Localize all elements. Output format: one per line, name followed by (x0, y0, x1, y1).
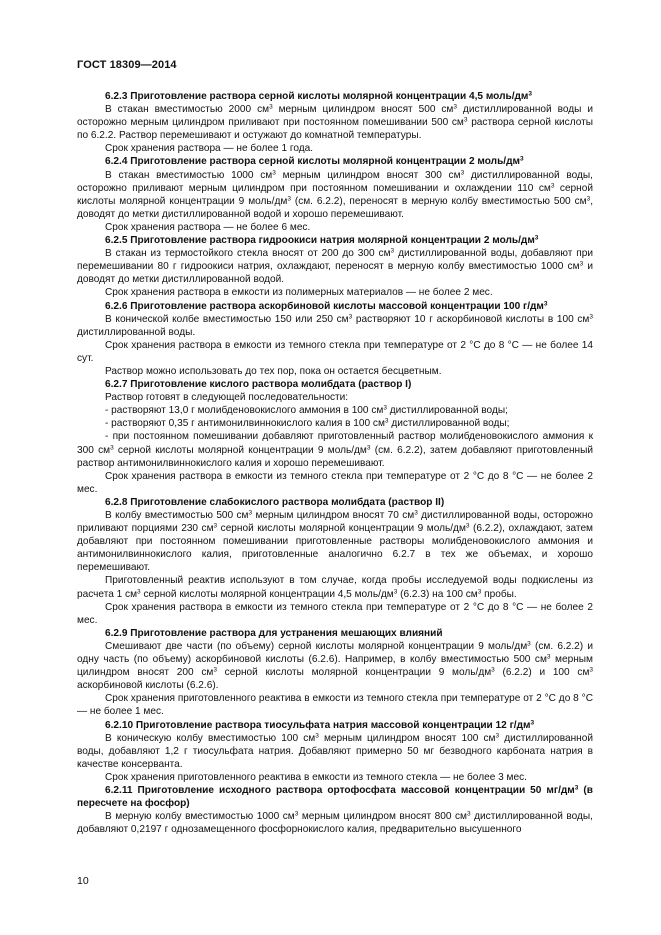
paragraph: Приготовленный реактив используют в том случае, когда пробы исследуемой воды подкислены из расчета 1 $см^3$ серной кислоты молярной концентрации 4,5 моль/$дм^3$ (6.2.3) на 100 $см^3$ пробы. (77, 575, 593, 600)
paragraph: Срок хранения раствора — не более 1 года. (105, 143, 314, 155)
paragraph: В стакан вместимостью 2000 $см^3$ мерным цилиндром вносят 500 $см^3$ дистиллированной воды и осторожно мерным цилиндром приливают при постоянном помешивании 500 $см^3$ раствора серной кислоты по 6.2.2. Раствор перемешивают и остужают до комнатной температуры. (77, 103, 594, 142)
section-heading: 6.2.6 Приготовление раствора аскорбиновой кислоты массовой концентрации 100 $г/дм^3$ (105, 300, 548, 312)
paragraph: В конической колбе вместимостью 150 или 250 $см^3$ растворяют 10 г аскорбиновой кислоты в 100 $см^3$ дистиллированной воды. (77, 313, 593, 338)
paragraph: Раствор готовят в следующей последовательности: (105, 392, 349, 404)
section-heading: 6.2.8 Приготовление слабокислого раствора молибдата (раствор II) (105, 496, 445, 508)
paragraph: В стакан вместимостью 1000 $см^3$ мерным цилиндром вносят 300 $см^3$ дистиллированной воды, осторожно приливают мерным цилиндром при постоянном помешивании и охлаждении 110 $см^3$ серной кислоты молярной концентрации 9 моль/$дм^3$ (см. 6.2.2), переносят в мерную колбу вместимостью 500 $см^3$, доводят до метки дистиллированной водой и хорошо перемешивают. (77, 169, 593, 220)
section-heading: 6.2.11 Приготовление исходного раствора ортофосфата массовой концентрации 50 $мг/дм^3$ (в пересчете на фосфор) (77, 784, 593, 810)
paragraph: - растворяют 0,35 г антимонилвиннокислого калия в 100 $см^3$ дистиллированной воды; (105, 417, 510, 430)
paragraph: В стакан из термостойкого стекла вносят от 200 до 300 $см^3$ дистиллированной воды, добавляют при перемешивании 80 г гидроокиси натрия, охлаждают, переносят в мерную колбу вместимостью 1000 $см^3$ и доводят до метки дистиллированной водой. (77, 247, 594, 286)
section-heading: 6.2.7 Приготовление кислого раствора молибдата (раствор I) (105, 379, 412, 391)
paragraph: Срок хранения приготовленного реактива в емкости из темного стекла при температуре от 2 °С до 8 °С — не более 1 мес. (77, 693, 593, 718)
section-heading: 6.2.9 Приготовление раствора для устранения мешающих влияний (105, 627, 443, 639)
section-heading: 6.2.4 Приготовление раствора серной кислоты молярной концентрации 2 моль/$дм^3$ (105, 155, 524, 168)
section-heading: 6.2.10 Приготовление раствора тиосульфата натрия массовой концентрации 12 $г/дм^3$ (105, 719, 535, 731)
document-body (77, 90, 593, 836)
paragraph: Срок хранения раствора в емкости из полимерных материалов — не более 2 мес. (105, 287, 493, 299)
paragraph: В коническую колбу вместимостью 100 $см^3$ мерным цилиндром вносят 100 $см^3$ дистиллированной воды, добавляют 1,2 г тиосульфата натрия. Добавляют примерно 50 мг безводного карбоната натрия в качестве консерванта. (77, 732, 593, 770)
paragraph: В мерную колбу вместимостью 1000 $см^3$ мерным цилиндром вносят 800 $см^3$ дистиллированной воды, добавляют 0,2197 г однозамещенного фосфорнокислого калия, предварительно высушенного (77, 810, 593, 836)
paragraph: Раствор можно использовать до тех пор, пока он остается бесцветным. (105, 365, 442, 377)
paragraph: Срок хранения раствора в емкости из темного стекла при температуре от 2 °С до 8 °С — не более 2 мес. (77, 601, 593, 626)
document-header: ГОСТ 18309—2014 (77, 59, 177, 71)
paragraph: Срок хранения раствора в емкости из темного стекла при температуре от 2 °С до 8 °С — не более 14 сут. (77, 339, 593, 364)
page-number: 10 (77, 875, 89, 887)
section-heading: 6.2.5 Приготовление раствора гидроокиси натрия молярной концентрации 2 моль/$дм^3$ (105, 234, 539, 247)
section-heading: 6.2.3 Приготовление раствора серной кислоты молярной концентрации 4,5 моль/$дм^3$ (105, 90, 533, 102)
paragraph: Срок хранения раствора — не более 6 мес. (105, 221, 311, 233)
paragraph: Срок хранения приготовленного реактива в емкости из темного стекла — не более 3 мес. (105, 771, 527, 783)
paragraph: - растворяют 13,0 г молибденовокислого аммония в 100 $см^3$ дистиллированной воды; (105, 404, 508, 417)
paragraph: В колбу вместимостью 500 $см^3$ мерным цилиндром вносят 70 $см^3$ дистиллированной воды, осторожно приливают порциями 230 $см^3$ серной кислоты молярной концентрации 9 моль/$дм^3$ (6.2.2), охлаждают, затем добавляют при постоянном помешивании приготовленные растворы молибденовокислого аммония и антимонилвиннокислого калия, приготовленные аналогично 6.2.7 в тех же объемах, и хорошо перемешивают. (77, 509, 594, 574)
paragraph: Срок хранения раствора в емкости из темного стекла при температуре от 2 °С до 8 °С — не более 2 мес. (77, 470, 593, 495)
paragraph: Смешивают две части (по объему) серной кислоты молярной концентрации 9 моль/$дм^3$ (см. 6.2.2) и одну часть (по объему) аскорбиновой кислоты (6.2.6). Например, в колбу вместимостью 500 $см^3$ мерным цилиндром вносят 200 $см^3$ серной кислоты молярной концентрации 9 моль/$дм^3$ (6.2.2) и 100 $см^3$ аскорбиновой кислоты (6.2.6). (77, 640, 594, 692)
paragraph: - при постоянном помешивании добавляют приготовленный раствор молибденовокислого аммония к 300 $см^3$ серной кислоты молярной концентрации 9 моль/$дм^3$ (см. 6.2.2), затем добавляют приготовленный раствор антимонилвиннокислого калия и хорошо перемешивают. (77, 431, 593, 469)
